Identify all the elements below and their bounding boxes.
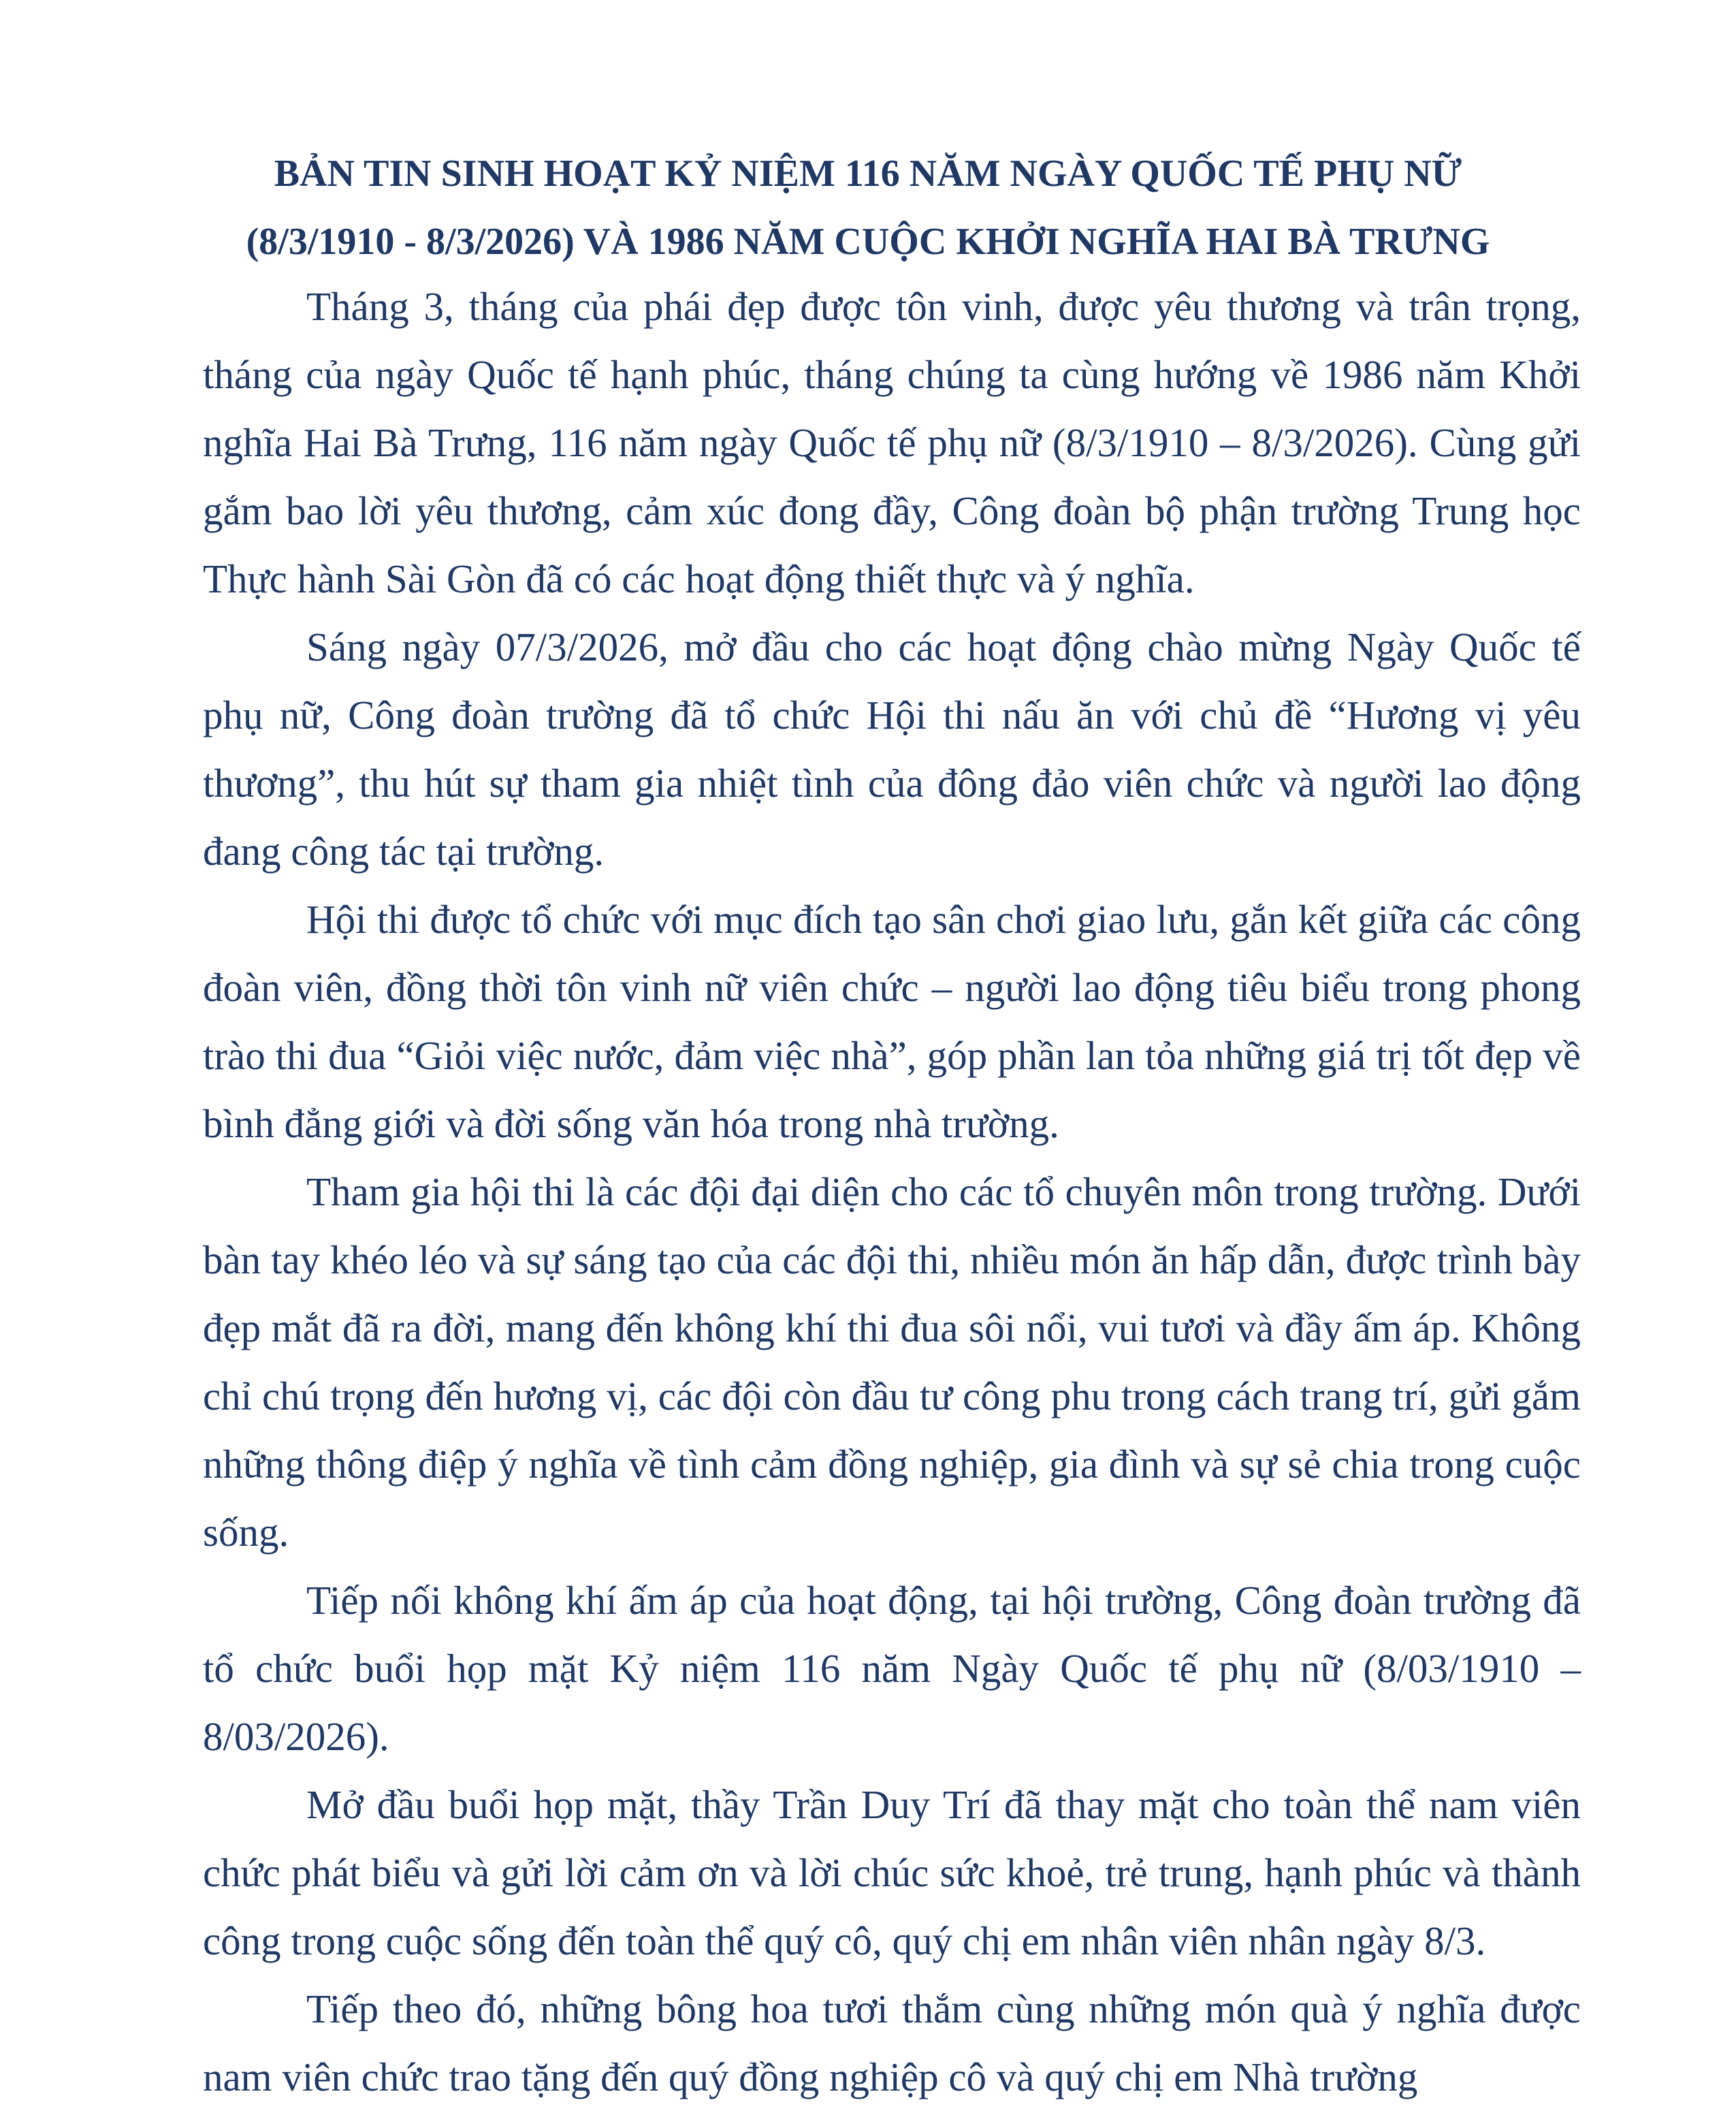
- paragraph-intro: Tháng 3, tháng của phái đẹp được tôn vinh, được yêu thương và trân trọng, tháng của ngày Quốc tế hạnh phúc, tháng chúng ta cùng hướng về 1986 năm Khởi nghĩa Hai Bà Trưng, 116 năm ngày Quốc tế phụ nữ (8/3/1910 – 8/3/2026). Cùng gửi gắm bao lời yêu thương, cảm xúc đong đầy, Công đoàn bộ phận trường Trung học Thực hành Sài Gòn đã có các hoạt động thiết thực và ý nghĩa.: [203, 284, 1581, 601]
- paragraph-meeting: Tiếp nối không khí ấm áp của hoạt động, tại hội trường, Công đoàn trường đã tổ chức buổi họp mặt Kỷ niệm 116 năm Ngày Quốc tế phụ nữ (8/03/1910 – 8/03/2026).: [203, 1578, 1581, 1759]
- paragraph-contest-teams: Tham gia hội thi là các đội đại diện cho các tổ chuyên môn trong trường. Dưới bàn tay khéo léo và sự sáng tạo của các đội thi, nhiều món ăn hấp dẫn, được trình bày đẹp mắt đã ra đời, mang đến không khí thi đua sôi nổi, vui tươi và đầy ấm áp. Không chỉ chú trọng đến hương vị, các đội còn đầu tư công phu trong cách trang trí, gửi gắm những thông điệp ý nghĩa về tình cảm đồng nghiệp, gia đình và sự sẻ chia trong cuộc sống.: [203, 1169, 1581, 1555]
- paragraph-gifts: Tiếp theo đó, những bông hoa tươi thắm cùng những món quà ý nghĩa được nam viên chức trao tặng đến quý đồng nghiệp cô và quý chị em Nhà trường: [203, 1986, 1581, 2099]
- paragraph-opening-speech: Mở đầu buổi họp mặt, thầy Trần Duy Trí đã thay mặt cho toàn thể nam viên chức phát biểu và gửi lời cảm ơn và lời chúc sức khoẻ, trẻ trung, hạnh phúc và thành công trong cuộc sống đến toàn thể quý cô, quý chị em nhân viên nhân ngày 8/3.: [203, 1782, 1581, 1963]
- paragraph-cooking-contest: Sáng ngày 07/3/2026, mở đầu cho các hoạt động chào mừng Ngày Quốc tế phụ nữ, Công đoàn trường đã tổ chức Hội thi nấu ăn với chủ đề “Hương vị yêu thương”, thu hút sự tham gia nhiệt tình của đông đảo viên chức và người lao động đang công tác tại trường.: [203, 624, 1581, 874]
- title-line-2: (8/3/1910 - 8/3/2026) VÀ 1986 NĂM CUỘC KHỞI NGHĨA HAI BÀ TRƯNG: [246, 221, 1490, 263]
- paragraph-contest-purpose: Hội thi được tổ chức với mục đích tạo sân chơi giao lưu, gắn kết giữa các công đoàn viên, đồng thời tôn vinh nữ viên chức – người lao động tiêu biểu trong phong trào thi đua “Giỏi việc nước, đảm việc nhà”, góp phần lan tỏa những giá trị tốt đẹp về bình đẳng giới và đời sống văn hóa trong nhà trường.: [203, 897, 1581, 1146]
- title-line-1: BẢN TIN SINH HOẠT KỶ NIỆM 116 NĂM NGÀY QUỐC TẾ PHỤ NỮ: [274, 153, 1462, 195]
- document-body: [203, 272, 1581, 2111]
- document-title: [136, 140, 1600, 276]
